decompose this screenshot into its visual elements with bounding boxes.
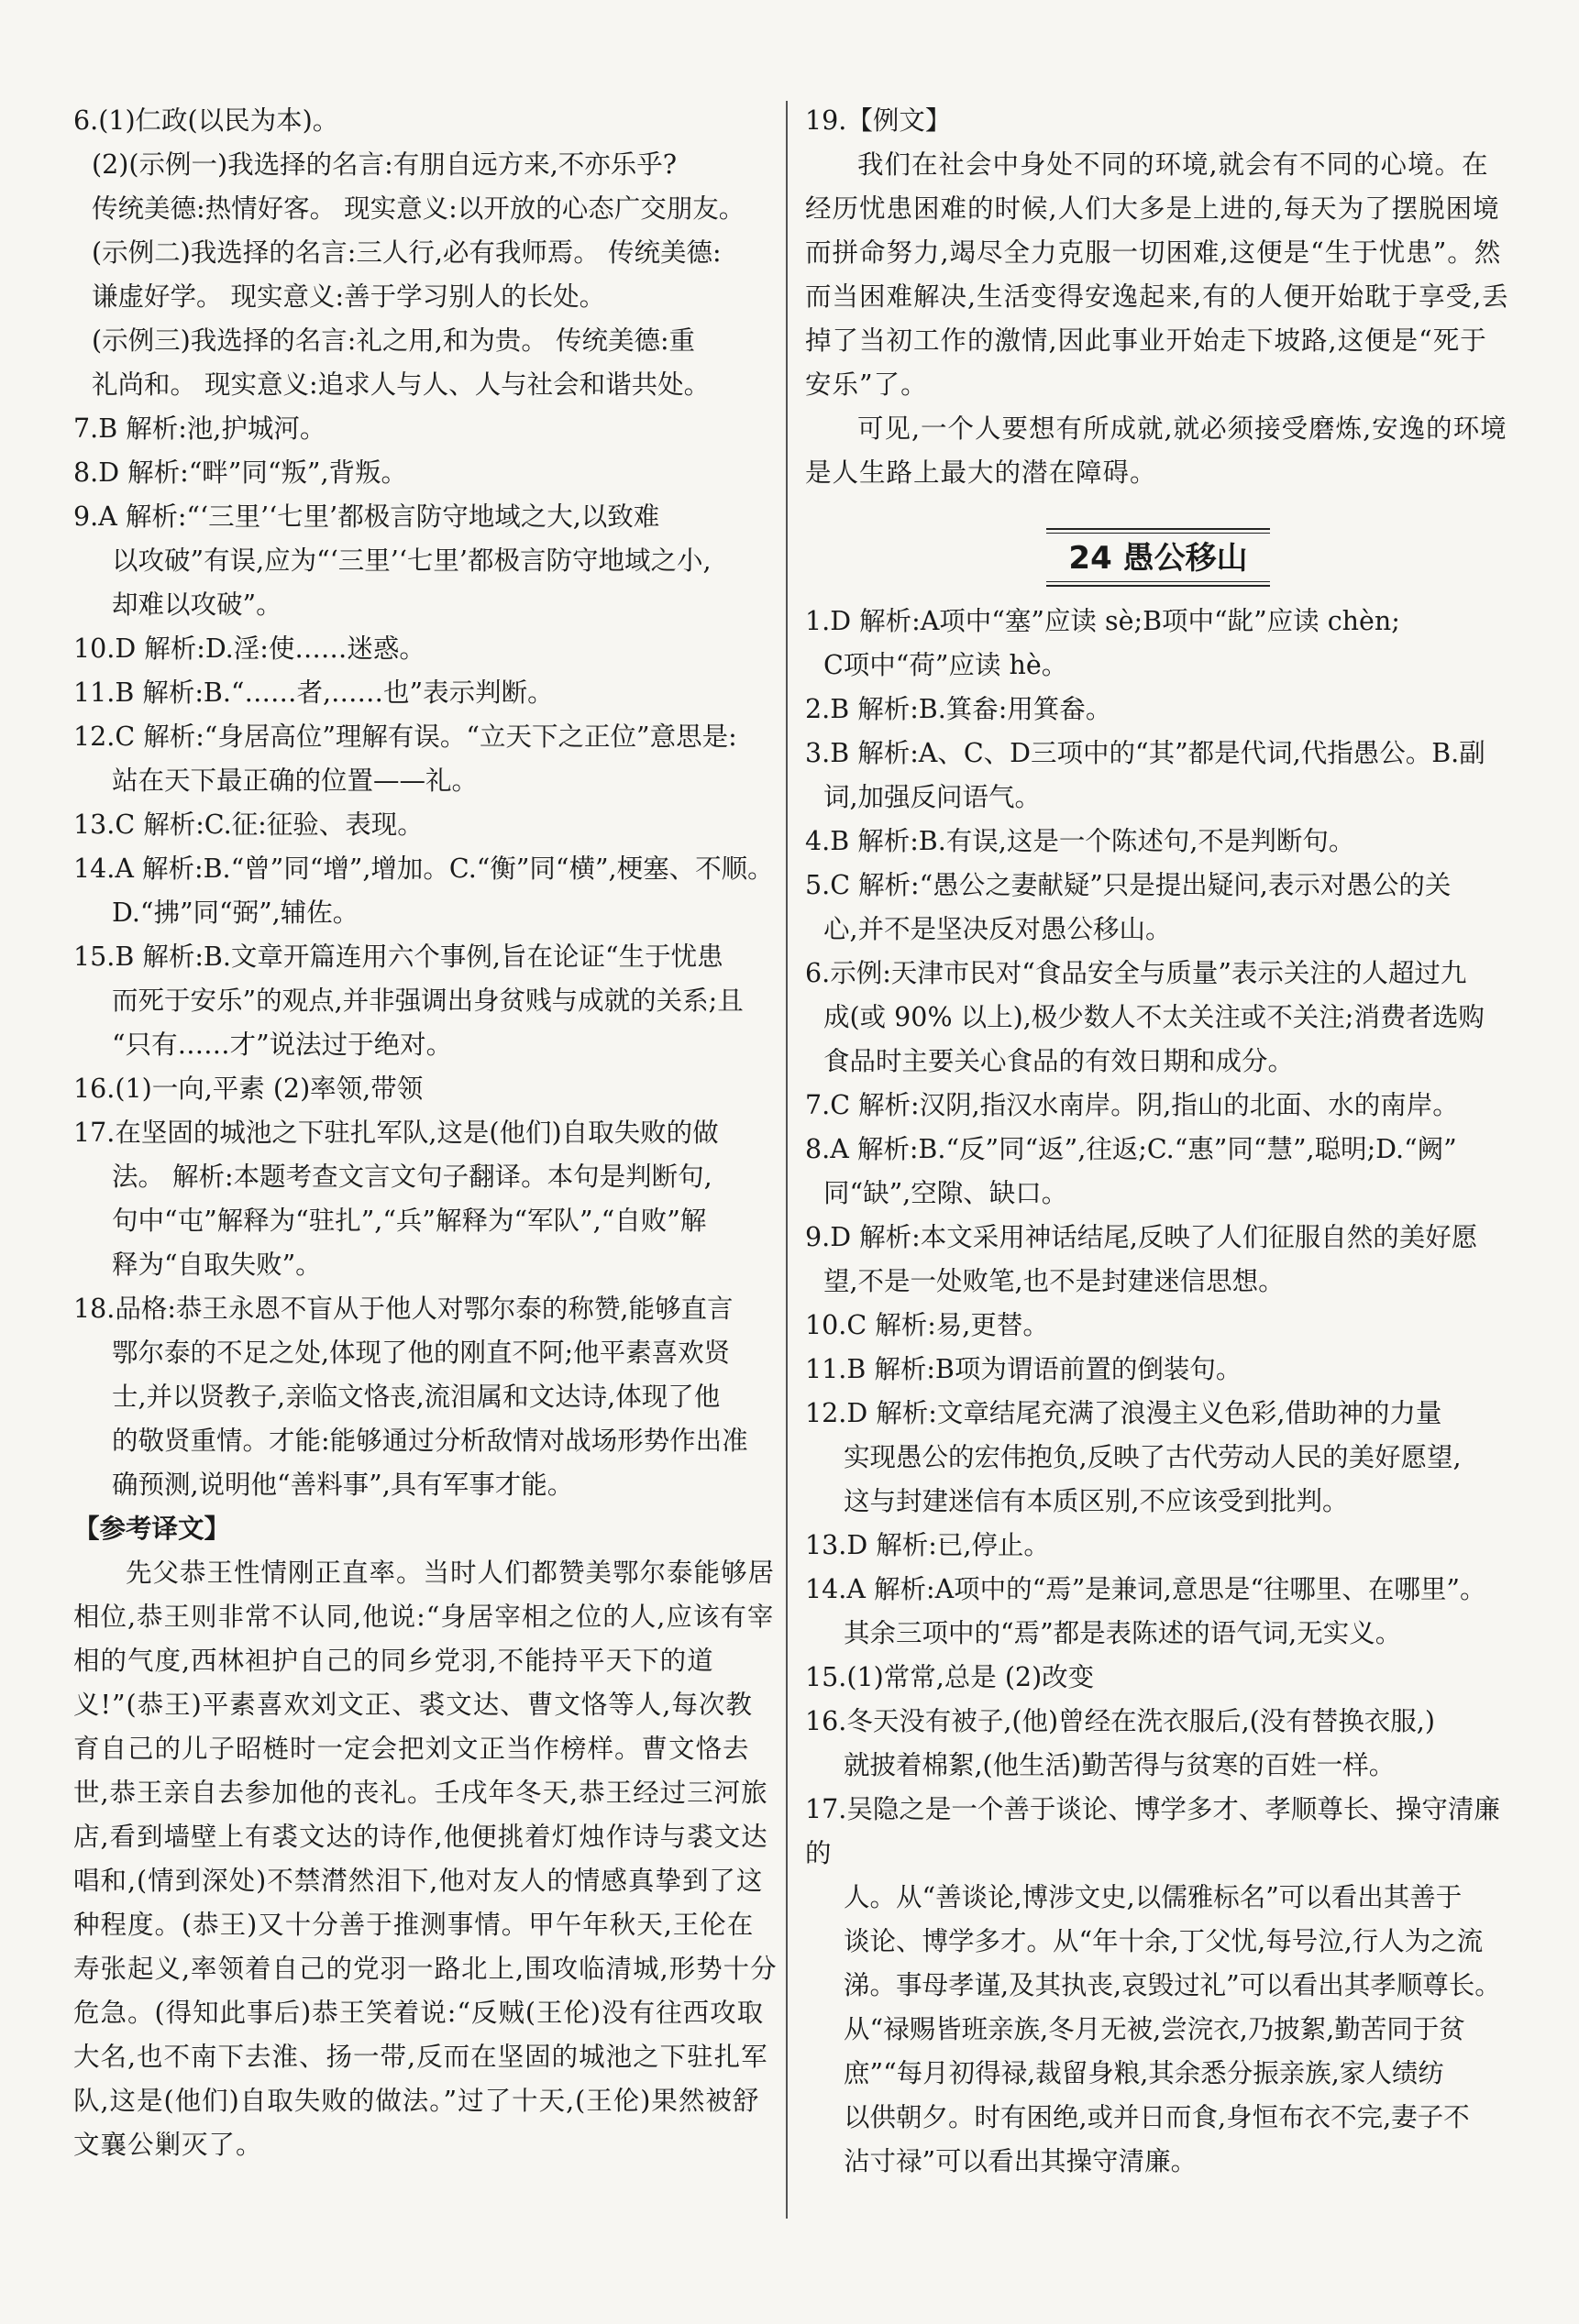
right-column [805, 99, 1511, 2184]
answer-line: 14.A 解析:B.“曾”同“增”,增加。C.“衡”同“横”,梗塞、不顺。 [73, 854, 774, 884]
right-column-top [805, 99, 1511, 495]
text-paragraph: 先父恭王性情刚正直率。当时人们都赞美鄂尔泰能够居相位,恭王则非常不认同,他说:“身居宰相之位的人,应该有宰相的气度,西林袒护自己的同乡党羽,不能持平天下的道义!”(恭王)平素喜欢刘文正、裘文达、曹文恪等人,每次教育自己的儿子昭梿时一定会把刘文正当作榜样。曹文恪去世,恭王亲自去参加他的丧礼。壬戌年冬天,恭王经过三河旅店,看到墙壁上有裘文达的诗作,他便挑着灯烛作诗与裘文达唱和,(情到深处)不禁潸然泪下,他对友人的情感真挚到了这种程度。(恭王)又十分善于推测事情。甲午年秋天,王伦在寿张起义,率领着自己的党羽一路北上,围攻临清城,形势十分危急。(得知此事后)恭王笑着说:“反贼(王伦)没有往西攻取大名,也不南下去淮、扬一带,反而在坚固的城池之下驻扎军队,这是(他们)自取失败的做法。”过了十天,(王伦)果然被舒文襄公剿灭了。 [73, 1558, 778, 2160]
answer-line: 15.B 解析:B.文章开篇连用六个事例,旨在论证“生于忧患 [73, 942, 723, 972]
answer-line: 望,不是一处败笔,也不是封建迷信思想。 [823, 1266, 1285, 1296]
text-paragraph: 我们在社会中身处不同的环境,就会有不同的心境。在经历忧患困难的时候,人们大多是上进的,每天为了摆脱困境而拼命努力,竭尽全力克服一切困难,这便是“生于忧患”。然而当困难解决,生活变得安逸起来,有的人便开始耽于享受,丢掉了当初工作的激情,因此事业开始走下坡路,这便是“死于安乐”了。 [805, 149, 1509, 400]
answer-line: 士,并以贤教子,亲临文恪丧,流泪属和文达诗,体现了他 [112, 1382, 721, 1412]
answer-line: 6.(1)仁政(以民为本)。 [73, 105, 339, 136]
answer-line: 词,加强反问语气。 [823, 782, 1042, 812]
answer-line: 就披着棉絮,(他生活)勤苦得与贫寒的百姓一样。 [844, 1750, 1396, 1780]
answer-line: 5.C 解析:“愚公之妻献疑”只是提出疑问,表示对愚公的关 [805, 870, 1452, 900]
answer-line: C项中“荷”应读 hè。 [823, 650, 1068, 680]
answer-line: 14.A 解析:A项中的“焉”是兼词,意思是“往哪里、在哪里”。 [805, 1574, 1486, 1604]
answer-line: 15.(1)常常,总是 (2)改变 [805, 1662, 1095, 1692]
answer-line: D.“拂”同“弼”,辅佐。 [112, 898, 359, 928]
answer-line: 18.品格:恭王永恩不盲从于他人对鄂尔泰的称赞,能够直言 [73, 1294, 734, 1324]
answer-line: 8.A 解析:B.“反”同“返”,往返;C.“惠”同“慧”,聪明;D.“阙” [805, 1134, 1457, 1164]
text-paragraph: 可见,一个人要想有所成就,就必须接受磨炼,安逸的环境是人生路上最大的潜在障碍。 [805, 413, 1507, 488]
section-heading: 【参考译文】 [73, 1514, 231, 1544]
answer-line: 11.B 解析:B.“……者,……也”表示判断。 [73, 677, 554, 708]
answer-line: 17.在坚固的城池之下驻扎军队,这是(他们)自取失败的做 [73, 1118, 719, 1148]
answer-line: 19.【例文】 [805, 105, 952, 136]
answer-line: 以攻破”有误,应为“‘三里’‘七里’都极言防守地域之小, [112, 545, 712, 576]
answer-line: 的敬贤重情。才能:能够通过分析敌情对战场形势作出准 [112, 1426, 748, 1456]
answer-line: 7.C 解析:汉阴,指汉水南岸。阴,指山的北面、水的南岸。 [805, 1090, 1459, 1120]
answer-line: 人。从“善谈论,博涉文史,以儒雅标名”可以看出其善于 [844, 1882, 1463, 1912]
answer-line: 17.吴隐之是一个善于谈论、博学多才、孝顺尊长、操守清廉的 [805, 1794, 1500, 1868]
answer-line: 庶”“每月初得禄,裁留身粮,其余悉分振亲族,家人绩纺 [844, 2058, 1444, 2088]
answer-line: 确预测,说明他“善料事”,具有军事才能。 [112, 1470, 574, 1500]
answer-line: 这与封建迷信有本质区别,不应该受到批判。 [844, 1486, 1349, 1516]
answer-line: 却难以攻破”。 [112, 589, 282, 620]
left-column [73, 99, 779, 2167]
answer-line: 以供朝夕。时有困绝,或并日而食,身恒布衣不完,妻子不 [844, 2102, 1470, 2132]
answer-line: 9.A 解析:“‘三里’‘七里’都极言防守地域之大,以致难 [73, 501, 660, 532]
answer-line: 8.D 解析:“畔”同“叛”,背叛。 [73, 457, 408, 488]
answer-line: 心,并不是坚决反对愚公移山。 [823, 914, 1172, 944]
answer-line: 礼尚和。 现实意义:追求人与人、人与社会和谐共处。 [92, 369, 711, 400]
answer-line: 释为“自取失败”。 [112, 1250, 322, 1280]
answer-line: 3.B 解析:A、C、D三项中的“其”都是代词,代指愚公。B.副 [805, 738, 1485, 768]
answer-line: (示例三)我选择的名言:礼之用,和为贵。 传统美德:重 [92, 325, 696, 356]
answer-line: 法。 解析:本题考查文言文句子翻译。本句是判断句, [112, 1162, 712, 1192]
answer-line: 传统美德:热情好客。 现实意义:以开放的心态广交朋友。 [92, 193, 745, 224]
answer-line: 谦虚好学。 现实意义:善于学习别人的长处。 [92, 281, 606, 312]
answer-line: 11.B 解析:B项为谓语前置的倒装句。 [805, 1354, 1242, 1384]
answer-line: 4.B 解析:B.有误,这是一个陈述句,不是判断句。 [805, 826, 1355, 856]
answer-line: 食品时主要关心食品的有效日期和成分。 [823, 1046, 1295, 1076]
answer-line: 鄂尔泰的不足之处,体现了他的刚直不阿;他平素喜欢贤 [112, 1338, 731, 1368]
answer-line: 沾寸禄”可以看出其操守清廉。 [844, 2146, 1198, 2176]
answer-line: 10.D 解析:D.淫:使……迷惑。 [73, 633, 425, 664]
answer-line: 12.C 解析:“身居高位”理解有误。“立天下之正位”意思是: [73, 721, 737, 752]
answer-line: 而死于安乐”的观点,并非强调出身贫贱与成就的关系;且 [112, 986, 744, 1016]
answer-line: 实现愚公的宏伟抱负,反映了古代劳动人民的美好愿望, [844, 1442, 1462, 1472]
answer-line: (示例二)我选择的名言:三人行,必有我师焉。 传统美德: [92, 237, 722, 268]
answer-line: 6.示例:天津市民对“食品安全与质量”表示关注的人超过九 [805, 958, 1467, 988]
answer-line: “只有……才”说法过于绝对。 [112, 1030, 453, 1060]
answer-line: 7.B 解析:池,护城河。 [73, 413, 326, 444]
answer-line: 站在天下最正确的位置——礼。 [112, 765, 479, 796]
answer-line: 成(或 90% 以上),极少数人不太关注或不关注;消费者选购 [823, 1002, 1485, 1032]
answer-line: 1.D 解析:A项中“塞”应读 sè;B项中“龀”应读 chèn; [805, 606, 1400, 636]
answer-line: 涕。事母孝谨,及其执丧,哀毁过礼”可以看出其孝顺尊长。 [844, 1970, 1501, 2000]
answer-line: (2)(示例一)我选择的名言:有朋自远方来,不亦乐乎? [92, 149, 678, 180]
answer-line: 9.D 解析:本文采用神话结尾,反映了人们征服自然的美好愿 [805, 1222, 1478, 1252]
column-divider [786, 101, 788, 2219]
answer-line: 12.D 解析:文章结尾充满了浪漫主义色彩,借助神的力量 [805, 1398, 1442, 1428]
answer-line: 16.(1)一向,平素 (2)率领,带领 [73, 1074, 424, 1104]
right-column-bottom [805, 600, 1511, 2184]
answer-line: 16.冬天没有被子,(他)曾经在洗衣服后,(没有替换衣服,) [805, 1706, 1435, 1736]
answer-line: 谈论、博学多才。从“年十余,丁父忧,每号泣,行人为之流 [844, 1926, 1484, 1956]
answer-line: 13.D 解析:已,停止。 [805, 1530, 1050, 1560]
section-title: 24 愚公移山 [1046, 528, 1270, 587]
answer-line: 2.B 解析:B.箕畚:用箕畚。 [805, 694, 1112, 724]
answer-line: 句中“屯”解释为“驻扎”,“兵”解释为“军队”,“自败”解 [112, 1206, 707, 1236]
answer-line: 13.C 解析:C.征:征验、表现。 [73, 810, 424, 840]
answer-line: 从“禄赐皆班亲族,冬月无被,尝浣衣,乃披絮,勤苦同于贫 [844, 2014, 1465, 2044]
answer-line: 同“缺”,空隙、缺口。 [823, 1178, 1068, 1208]
answer-line: 10.C 解析:易,更替。 [805, 1310, 1049, 1340]
answer-line: 其余三项中的“焉”都是表陈述的语气词,无实义。 [844, 1618, 1402, 1648]
